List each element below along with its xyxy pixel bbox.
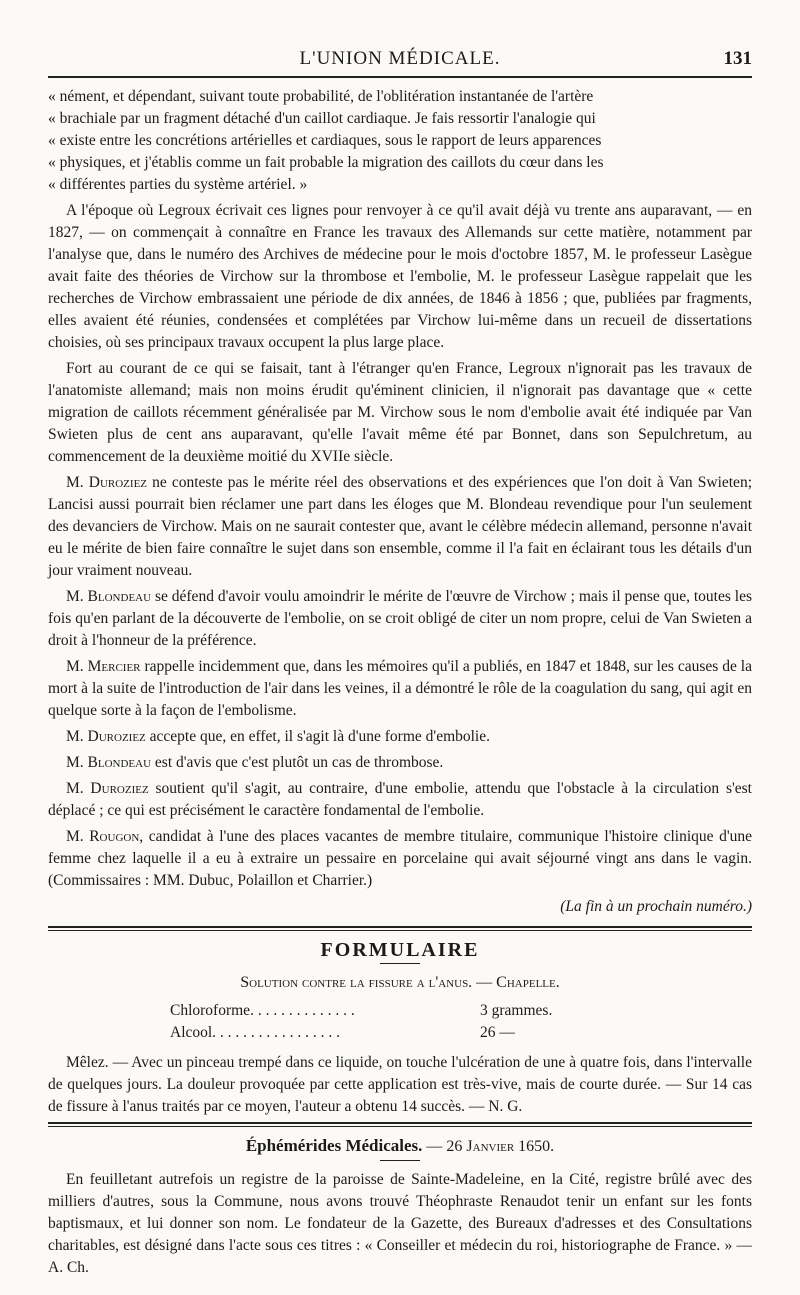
ingredient-list	[170, 1000, 752, 1044]
ephemerides-heading	[48, 1135, 752, 1158]
paragraph-text: soutient qu'il s'agit, au contraire, d'une embolie, attendu que l'obstacle à la circulation s'est déplacé ; ce qui est précisément le caractère fondamental de l'embolie.	[48, 780, 752, 819]
continuation-note: (La fin à un prochain numéro.)	[560, 898, 752, 915]
paragraph-text: candidat à l'une des places vacantes de membre titulaire, communique l'histoire clinique d'une femme chez laquelle il a eu à extraire un pessaire en porcelaine qui avait séjourné vingt ans dans le vagin. (Commissaires : MM. Dubuc, Polaillon et Charrier.)	[48, 828, 753, 889]
ingredient-quantity: 26 —	[480, 1024, 515, 1041]
ephemerides-title: Éphémérides Médicales.	[245, 1136, 423, 1155]
speaker-name: M. Blondeau	[66, 588, 152, 605]
paragraph-rougon	[48, 826, 752, 892]
section-divider	[48, 1122, 752, 1127]
header-rule	[48, 76, 752, 78]
quote-line: « nément, et dépendant, suivant toute probabilité, de l'oblitération instantanée de l'artère	[48, 88, 594, 105]
page-number: 131	[723, 48, 752, 69]
ingredient-row	[170, 1022, 752, 1044]
title-underline	[380, 1160, 420, 1161]
ephemerides-text: En feuilletant autrefois un registre de la paroisse de Sainte-Madeleine, en la Cité, registre brûlé avec des milliers d'autres, sous la Commune, nous avons trouvé Théophraste Renaudot tenir un enfant sur les fonts baptismaux, et lui donner son nom. Le fondateur de la Gazette, des Bureaux d'adresses et des Consultations charitables, est désigné dans l'acte sous ces titres : « Conseiller et médecin du roi, historiographe de France. » — A. Ch.	[48, 1171, 752, 1276]
paragraph-text: se défend d'avoir voulu amoindrir le mérite de l'œuvre de Virchow ; mais il pense que, toutes les fois qu'en parlant de la découverte de l'embolie, on se croit obligé de citer un nom propre, celui de Van Swieten a droit à l'honneur de la préférence.	[48, 588, 753, 649]
paragraph-text: accepte que, en effet, il s'agit là d'une forme d'embolie.	[145, 728, 490, 745]
ingredient-row	[170, 1000, 752, 1022]
ingredient-name: Chloroforme. . . . . . . . . . . . . .	[170, 1002, 355, 1019]
speaker-name: M. Duroziez	[66, 474, 148, 491]
paragraph-blondeau-1	[48, 586, 752, 652]
quote-line: « physiques, et j'établis comme un fait probable la migration des caillots du cœur dans les	[48, 154, 604, 171]
paragraph-virchow: Fort au courant de ce qui se faisait, tant à l'étranger qu'en France, Legroux n'ignorait pas les travaux de l'anatomiste allemand; mais non moins érudit qu'éminent clinicien, il n'ignorait pas davantage que « cette migration de caillots récemment généralisée par M. Virchow sous le nom d'embolie avait été indiquée par Van Swieten plus de cent ans auparavant, qu'elle l'avait même été par Bonnet, dans son Sepulchretum, au commencement de la deuxième moitié du XVIIe siècle.	[48, 360, 752, 465]
ingredient-quantity: 3 grammes.	[480, 1002, 553, 1019]
paragraph-mercier	[48, 656, 752, 722]
ingredient-name: Alcool. . . . . . . . . . . . . . . . .	[170, 1024, 341, 1041]
formulaire-title: FORMULAIRE	[320, 939, 480, 961]
page-header	[48, 44, 752, 74]
speaker-name: M. Blondeau	[66, 754, 152, 771]
paragraph-text: est d'avis que c'est plutôt un cas de thrombose.	[151, 754, 444, 771]
recipe-title: Solution contre la fissure a l'anus. — Chapelle.	[240, 974, 560, 991]
title-underline	[380, 963, 420, 964]
speaker-name: M. Mercier	[66, 658, 141, 675]
recipe-instructions: Mêlez. — Avec un pinceau trempé dans ce liquide, on touche l'ulcération de une à quatre fois, dans l'intervalle de quelques jours. La douleur provoquée par cette application est très-vive, mais de courte durée. — Sur 14 cas de fissure à l'anus traités par ce moyen, l'auteur a obtenu 14 succès. — N. G.	[48, 1054, 752, 1115]
paragraph-duroziez-3	[48, 778, 752, 822]
ephemerides-date: — 26 Janvier 1650.	[422, 1138, 555, 1155]
running-title: L'UNION MÉDICALE.	[299, 48, 501, 69]
page-body	[48, 86, 752, 1283]
paragraph-text: ne conteste pas le mérite réel des observations et des expériences que l'on doit à Van Swieten; Lancisi aussi pourrait bien réclamer une part dans les éloges que M. Blondeau revendique pour l'un seulement des devanciers de Virchow. Mais on ne saurait contester que, avant le célèbre médecin allemand, personne n'avait eu le mérite de bien faire connaître le sujet dans son ensemble, comme il l'a fait en éclairant tous les détails d'un jour vraiment nouveau.	[48, 474, 752, 579]
paragraph-duroziez-1	[48, 472, 752, 582]
paragraph-text: rappelle incidemment que, dans les mémoires qu'il a publiés, en 1847 et 1848, sur les causes de la mort à la suite de l'introduction de l'air dans les veines, il a démontré le rôle de la coagulation du sang, qui agit en quelque sorte à la façon de l'embolisme.	[48, 658, 752, 719]
section-divider	[48, 926, 752, 931]
quote-line: « existe entre les concrétions artérielles et cardiaques, sous le rapport de leurs apparences	[48, 132, 602, 149]
speaker-name: M. Rougon,	[66, 828, 144, 845]
quoted-passage	[48, 86, 752, 196]
quote-line: « différentes parties du système artériel. »	[48, 176, 308, 193]
paragraph-duroziez-2	[48, 726, 752, 748]
speaker-name: M. Duroziez	[66, 728, 146, 745]
paragraph-blondeau-2	[48, 752, 752, 774]
paragraph-legroux: A l'époque où Legroux écrivait ces lignes pour renvoyer à ce qu'il avait déjà vu trente ans auparavant, — en 1827, — on commençait à connaître en France les travaux des Allemands sur cette matière, notamment par l'analyse que, dans le numéro des Archives de médecine pour le mois d'octobre 1857, M. le professeur Lasègue avait faite des théories de Virchow sur la thrombose et l'embolie, M. le professeur Lasègue rappelait que les recherches de Virchow embrassaient une période de dix années, de 1846 à 1856 ; que, publiées par fragments, elles avaient été réunies, condensées et complétées par Virchow lui-même dans un recueil de dissertations choisies, où ses principaux travaux occupent la plus large place.	[48, 202, 752, 351]
quote-line: « brachiale par un fragment détaché d'un caillot cardiaque. Je fais ressortir l'analogie qui	[48, 110, 596, 127]
speaker-name: M. Duroziez	[66, 780, 149, 797]
